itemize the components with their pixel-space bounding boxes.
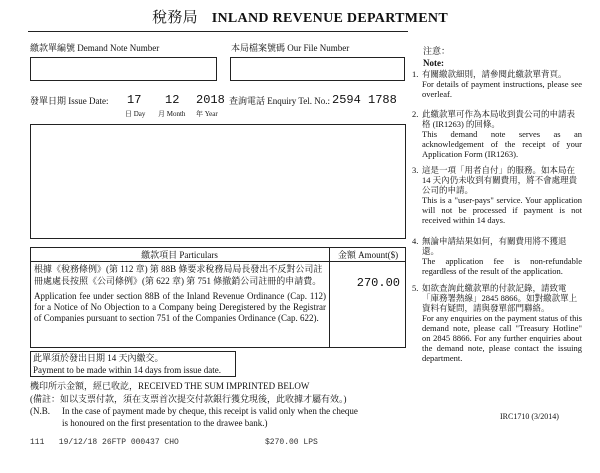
- note-english: This demand note serves as an acknowledgement of the receipt of your Application Form (IR1263).: [422, 128, 582, 159]
- note-chinese: 無論申請結果如何，有關費用將不獲退還。: [422, 236, 567, 256]
- demand-note-label: 繳款單編號 Demand Note Number: [30, 43, 160, 53]
- particulars-text-english: Application fee under section 88B of the Inland Revenue Ordinance (Cap. 112) for a Notice of No Objection to a Company being Deregistered by the Registrar of Companies pursuant to section 751 of the Companies Ordinance (Cap. 622).: [34, 291, 326, 323]
- day-label: 日 Day: [125, 110, 146, 118]
- issue-day: 17: [127, 93, 142, 107]
- amount-header: 金額 Amount($): [337, 250, 399, 260]
- demand-note-number-box: [30, 57, 217, 81]
- remark-chinese: (備註：如以支票付款，須在支票首次提交付款銀行獲兌現後，此收據才屬有效。): [30, 394, 347, 404]
- title-rule: [28, 31, 408, 32]
- note-item-2: [412, 110, 582, 160]
- particulars-header-rule: [30, 261, 406, 262]
- our-file-label: 本局檔案號碼 Our File Number: [231, 43, 350, 53]
- amount-column-divider: [329, 247, 330, 348]
- month-label: 月 Month: [158, 110, 186, 118]
- note-chinese: 這是一項「用者自付」的服務。如本局在 14 天內仍未收到有關費用，將不會處理貴公司的申請。: [422, 165, 578, 195]
- address-box: [30, 124, 406, 239]
- year-label: 年 Year: [196, 110, 218, 118]
- note-chinese: 如欲查詢此繳款單的付款記錄，請致電「庫務署熱線」2845 8866。如對繳款單上資料有疑問，請與發單部門聯絡。: [422, 283, 578, 313]
- particulars-header: 繳款項目 Particulars: [141, 250, 218, 260]
- notes-title-chinese: 注意：: [423, 46, 451, 56]
- issue-month: 12: [165, 93, 180, 107]
- note-english: For any enquiries on the payment status of this demand note, please call "Treasury Hotline" on 2845 8866. For any further enquiries about the demand note, please contact the issuing department.: [422, 312, 582, 363]
- note-item-3: [412, 166, 582, 226]
- issue-year: 2018: [196, 93, 225, 107]
- payment-due-english: Payment to be made within 14 days from issue date.: [33, 365, 221, 375]
- our-file-number-box: [230, 57, 405, 81]
- document-title: [0, 6, 600, 27]
- note-number: 2.: [412, 109, 419, 119]
- issue-date-label: 發單日期 Issue Date:: [30, 96, 109, 106]
- machine-imprint: 111 19/12/18 26FTP 000437 CHO: [30, 438, 179, 447]
- note-item-1: [412, 70, 582, 100]
- note-english: The application fee is non-refundable regardless of the result of the application.: [422, 255, 582, 276]
- payment-due-chinese: 此單須於發出日期 14 天內繳交。: [33, 353, 164, 363]
- notes-title-english: Note:: [423, 58, 444, 68]
- remark-nb: (N.B.: [30, 406, 50, 416]
- title-english: INLAND REVENUE DEPARTMENT: [211, 11, 448, 26]
- enquiry-number: 2594 1788: [332, 93, 397, 107]
- note-chinese: 此繳款單可作為本局收到貴公司的申請表格 (IR1263) 的回條。: [422, 109, 576, 129]
- form-code: IRC1710 (3/2014): [500, 412, 559, 421]
- title-chinese: 稅務局: [152, 10, 198, 26]
- amount-value: 270.00: [356, 276, 400, 290]
- note-english: This is a "user-pays" service. Your application will not be processed if payment is not received within 14 days.: [422, 194, 582, 225]
- remark-english-line1: In the case of payment made by cheque, this receipt is valid only when the cheque: [62, 406, 358, 416]
- remark-english-line2: is honoured on the first presentation to the drawee bank.): [62, 418, 268, 428]
- note-number: 3.: [412, 165, 419, 175]
- note-number: 1.: [412, 69, 419, 79]
- received-sum-statement: 機印所示金額，經已收訖，RECEIVED THE SUM IMPRINTED BELOW: [30, 381, 310, 391]
- note-number: 4.: [412, 236, 419, 246]
- particulars-text-chinese: 根據《稅務條例》(第 112 章) 第 88B 條要求稅務局局長發出不反對公司註冊處處長按照《公司條例》(第 622 章) 第 751 條撤銷公司註冊的申請費。: [34, 264, 323, 286]
- note-chinese: 有關繳款細則，請參閱此繳款單背頁。: [422, 69, 567, 79]
- note-item-4: [412, 237, 582, 277]
- note-item-5: [412, 284, 582, 364]
- note-english: For details of payment instructions, please see overleaf.: [422, 78, 582, 99]
- note-number: 5.: [412, 283, 419, 293]
- imprint-amount: $270.00 LPS: [265, 438, 318, 447]
- enquiry-label: 查詢電話 Enquiry Tel. No.:: [229, 96, 330, 106]
